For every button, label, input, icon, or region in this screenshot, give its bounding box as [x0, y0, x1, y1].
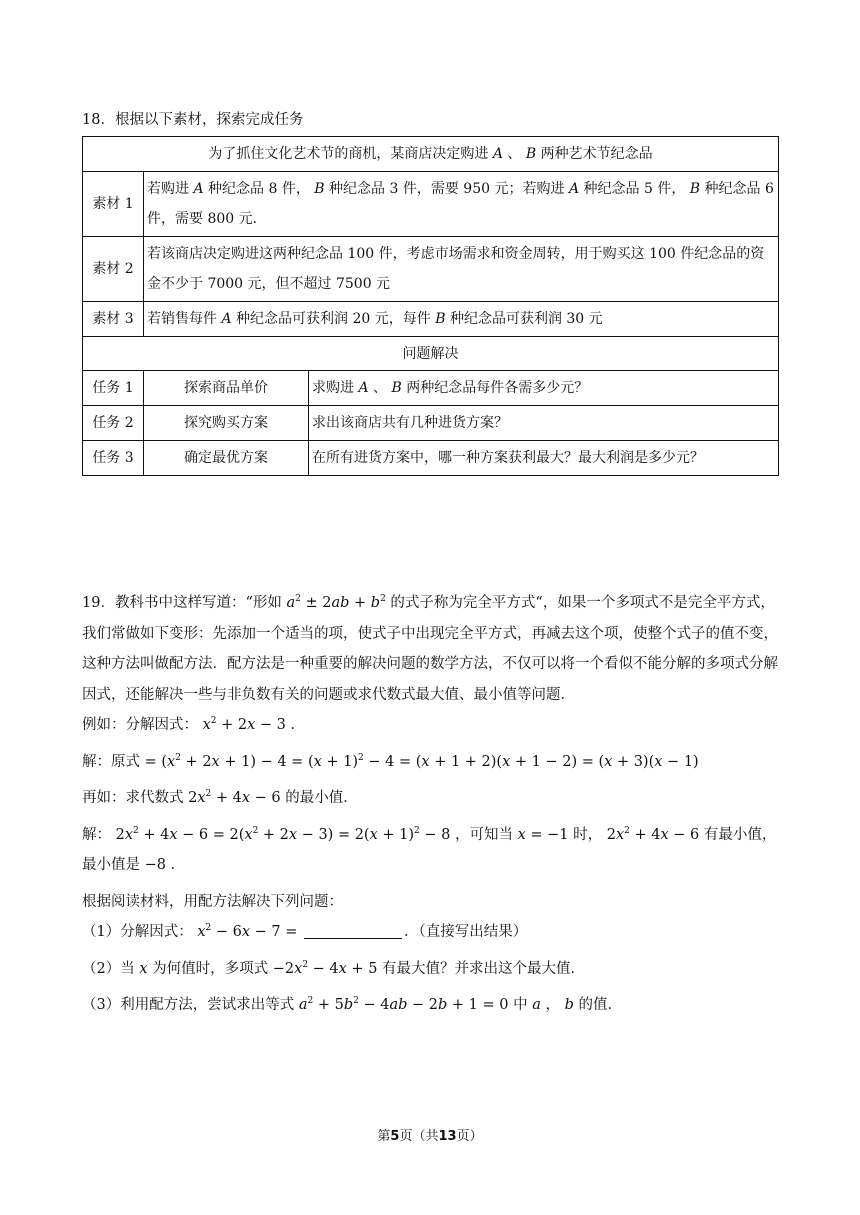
- table-header: [83, 137, 779, 172]
- task-2-name: 探究购买方案: [144, 406, 309, 441]
- table-subheader: 问题解决: [83, 337, 779, 371]
- example-1: 例如：分解因式： $x^2 + 2x - 3$ ．: [82, 716, 306, 733]
- solution-1: 解：原式 = $(x^2 + 2x + 1) - 4 = (x + 1)^2 - 4 = (x + 1 + 2)(x + 1 - 2) = (x + 3)(x - 1)$: [82, 752, 699, 770]
- example-2: 再如：求代数式 $2x^2 + 4x - 6$ 的最小值．: [82, 789, 358, 806]
- material-2-text: 若该商店决定购进这两种纪念品 100 件，考虑市场需求和资金周转，用于购买这 100 件纪念品的资金不少于 7000 元，但不超过 7500 元: [144, 237, 779, 302]
- part-3: （3）利用配方法，尝试求出等式 $a^2 + 5b^2 - 4ab - 2b + 1 = 0$ 中 a ， b 的值．: [82, 996, 622, 1013]
- task-2-label: 任务 2: [83, 406, 144, 441]
- part-1: （1）分解因式： $x^2 - 6x - 7$ = ．（直接写出结果）: [82, 923, 528, 940]
- question-19-intro: 19．教科书中这样写道：“形如 $a^2 \pm 2ab + b^2$ 的式子称为完全平方式“，如果一个多项式不是完全平方式，我们常做如下变形：先添加一个适当的项，使式子中出现完全平方式，再减去这个项，使整个式子的值不变，这种方法叫做配方法．配方法是一种重要的解决问题的数学方法，不仅可以将一个看似不能分解的多项式分解因式，还能解决一些与非负数有关的问题或求代数式最大值、最小值等问题．: [82, 594, 778, 703]
- task-1-text: 求购进 A 、 B 两种纪念品每件各需多少元？: [309, 371, 779, 406]
- question-18-table: [82, 136, 779, 476]
- question-18-title: 18．根据以下素材，探索完成任务: [82, 112, 304, 128]
- header-text: 为了抓住文化艺术节的商机，某商店决定购进 A 、 B 两种艺术节纪念品: [208, 146, 653, 162]
- solution-2: 解： $2x^2 + 4x - 6 = 2(x^2 + 2x - 3) = 2(x + 1)^2 - 8$ ，可知当 x = −1 时， $2x^2 + 4x - 6$ 有最小值，最小值是 −8 ．: [82, 825, 777, 873]
- page-number: 第5页（共13页）: [377, 1129, 483, 1144]
- material-3-label: 素材 3: [83, 302, 144, 337]
- question-19: [82, 588, 782, 1021]
- task-3-name: 确定最优方案: [144, 441, 309, 476]
- part-2: （2）当 x 为何值时，多项式 $-2x^2 - 4x + 5$ 有最大值？并求出这个最大值．: [82, 959, 586, 977]
- task-3-text: 在所有进货方案中，哪一种方案获利最大？最大利润是多少元？: [309, 441, 779, 476]
- task-3-label: 任务 3: [83, 441, 144, 476]
- task-1-name: 探索商品单价: [144, 371, 309, 406]
- instruction: 根据阅读材料，用配方法解决下列问题：: [82, 893, 343, 910]
- task-2-text: 求出该商店共有几种进货方案？: [309, 406, 779, 441]
- material-3-text: 若销售每件 A 种纪念品可获利润 20 元，每件 B 种纪念品可获利润 30 元: [144, 302, 779, 337]
- material-1-text: 若购进 A 种纪念品 8 件， B 种纪念品 3 件，需要 950 元；若购进 A 种纪念品 5 件， B 种纪念品 6 件，需要 800 元．: [144, 172, 779, 237]
- task-1-label: 任务 1: [83, 371, 144, 406]
- material-2-label: 素材 2: [83, 237, 144, 302]
- page-footer: [0, 1125, 860, 1144]
- material-1-label: 素材 1: [83, 172, 144, 237]
